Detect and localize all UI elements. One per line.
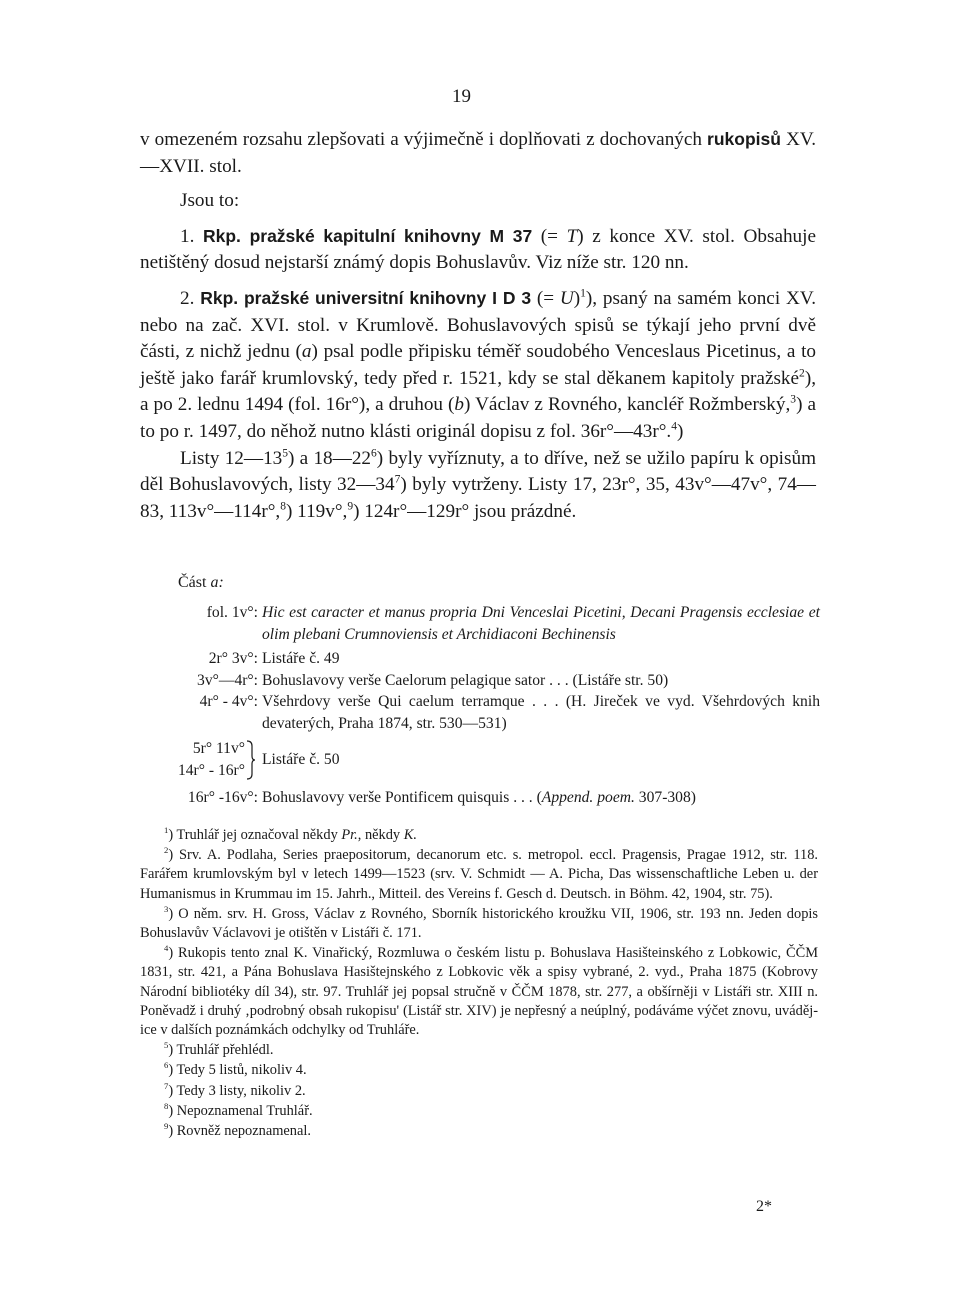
contents-row — [140, 787, 820, 809]
folio-text: Bohuslavovy verše Pontificem quisquis . . . (Append. poem. 307-308) — [262, 789, 696, 806]
footnote-5: $^5$) Truhlář přehlédl. — [164, 1040, 274, 1059]
contents-row — [140, 691, 820, 734]
folio-ref: fol. 1v°: — [206, 604, 258, 621]
footnote-ref-4: 4 — [671, 420, 677, 433]
right-brace-icon — [246, 740, 256, 780]
footnote-ref-6: 6 — [371, 447, 377, 460]
contents-row — [140, 670, 820, 692]
footnote-ref-2: 2 — [799, 367, 805, 380]
folio-ref: 16r° -16v°: — [187, 789, 258, 806]
paragraph-intro: v omezeném rozsahu zlepšovati a výjimečně i doplňovati z dochovaných rukopisů XV.—XVII. stol. — [140, 129, 816, 177]
footnote-1: $^1$) Truhlář jej označoval někdy Pr., někdy K. — [164, 825, 417, 843]
footnote-6: $^6$) Tedy 5 listů, nikoliv 4. — [164, 1060, 307, 1079]
footnotes — [140, 826, 818, 1141]
folio-ref: 14r° - 16r° — [177, 762, 245, 779]
folio-text: Bohuslavovy verše Caelorum pelagique sator . . . (Listáře str. 50) — [262, 671, 669, 689]
folio-text: Hic est caracter et manus propria Dni Venceslai Picetini, Decani Pragensis ecclesiae et olim plebani Crumnoviensis et Archidiaconi Bechinensis — [262, 604, 820, 643]
footnote-7: $^7$) Tedy 3 listy, nikoliv 2. — [164, 1080, 306, 1099]
item-1: 1. Rkp. pražské kapitulní knihovny M 37 (= T) z konce XV. stol. Obsahuje netištěný dosud nejstarší známý dopis Bohuslavův. Viz níže str. 120 nn. — [140, 225, 816, 274]
folio-text: Všehrdovy verše Qui caelum terramque . . . (H. Jireček ve vyd. Všehrdových knih devaterých, Praha 1874, str. 530—531) — [262, 693, 820, 732]
footnote-9: $^9$) Rovněž nepoznamenal. — [164, 1121, 311, 1140]
folio-ref: 2r° 3v°: — [208, 650, 258, 667]
main-text — [140, 126, 816, 525]
footnote-ref-9: 9 — [347, 500, 354, 513]
part-heading: Část a: — [178, 574, 224, 591]
contents-row-braced — [140, 738, 820, 784]
footnote-ref-5: 5 — [282, 447, 289, 460]
folio-ref: 3v°—4r°: — [197, 671, 258, 689]
contents-row — [140, 602, 820, 645]
paragraph-jsou-to: Jsou to: — [180, 190, 240, 212]
footnote-3: $^3$) O něm. srv. H. Gross, Václav z Rovného, Sborník historického kroužku VII, 1906, str. 193 nn. Jeden dopis Bohuslavův Václavovi je otištěn v Listáři č. 171. — [140, 904, 818, 942]
folio-ref: 4r° - 4v°: — [199, 693, 258, 710]
footnote-ref-8: 8 — [280, 500, 286, 513]
folio-text: Listáře č. 49 — [262, 650, 340, 667]
footnote-8: $^8$) Nepoznamenal Truhlář. — [164, 1101, 313, 1119]
folio-ref: 5r° 11v° — [192, 740, 245, 757]
footnote-ref-3: 3 — [790, 393, 797, 406]
page-number: 19 — [452, 86, 471, 107]
footnote-4: $^4$) Rukopis tento znal K. Vinařický, Rozmluwa o českém listu p. Bohuslava Hasišteinského z Lobkowic, ČČM 1831, str. 421, a Pána Bohuslava Hasištejnského z Lobkovic věk a spisy vybrané, 2. vyd., Praha 1875 (Kobrovy Národní bibliotéky díl 34), str. 97. Truhlář jej popsal stručně v ČČM 1878, str. 277, a obšírněji v Listáři str. XIII n. Poněvadž i druhý ‚podrobný obsah rukopisu' (Listář str. XIV) je nepřesný a neúplný, podáváme výčet znovu, uvádějice v dalších poznámkách odchylky od Truhláře. — [140, 943, 818, 1039]
footnote-2: $^2$) Srv. A. Podlaha, Series praepositorum, decanorum etc. s. metropol. eccl. Pragensis, Pragae 1912, str. 118. Farářem krumlovským byl v letech 1499—1523 (srv. V. Schmidt — A. Picha, Das wissenschaftliche Leben u. der Humanismus in Krummau im 15. Jahrh., Mitteil. des Vereins f. Gesch d. Deutsch. in Böhm. 42, 1904, str. 75). — [140, 845, 818, 902]
footnote-ref-7: 7 — [394, 473, 401, 486]
paragraph-listy: Listy $12—13^5$) a $18—22^6$) byly vyříznuty, a to dříve, než se užilo papíru k opisům děl Bohuslavových, listy $32—34^7$) byly vytrženy. Listy 17, 23r°, 35, 43v°—47v°, 74—83, 113v°—114r°,$^8$) 119v°,$^9$) 124r°—129r° jsou prázdné. — [140, 447, 816, 522]
footnote-ref-1: 1 — [580, 287, 586, 300]
folio-text: Listáře č. 50 — [262, 751, 340, 768]
signature-mark: 2* — [756, 1198, 772, 1215]
contents-table — [140, 602, 820, 809]
contents-row — [140, 648, 820, 670]
item-2: 2. Rkp. pražské universitní knihovny I D 3 (= U)$^1$), psaný na samém konci XV. nebo na zač. XVI. stol. v Krumlově. Bohuslavových spisů se týkají jeho první dvě části, z nichž jednu (a) psal podle připisku téměř soudobého Venceslaus Picetinus, a to ještě jako farář krumlovský, tedy před r. 1521, kdy se stal děkanem kapitoly pražské$^2$), a po 2. lednu 1494 (fol. 16r°), a druhou (b) Václav z Rovného, kancléř Rožmberský,$^3$) a to po r. 1497, do něhož nutno klásti originál dopisu z fol. 36r°—43r°.$^4$) — [140, 287, 816, 442]
